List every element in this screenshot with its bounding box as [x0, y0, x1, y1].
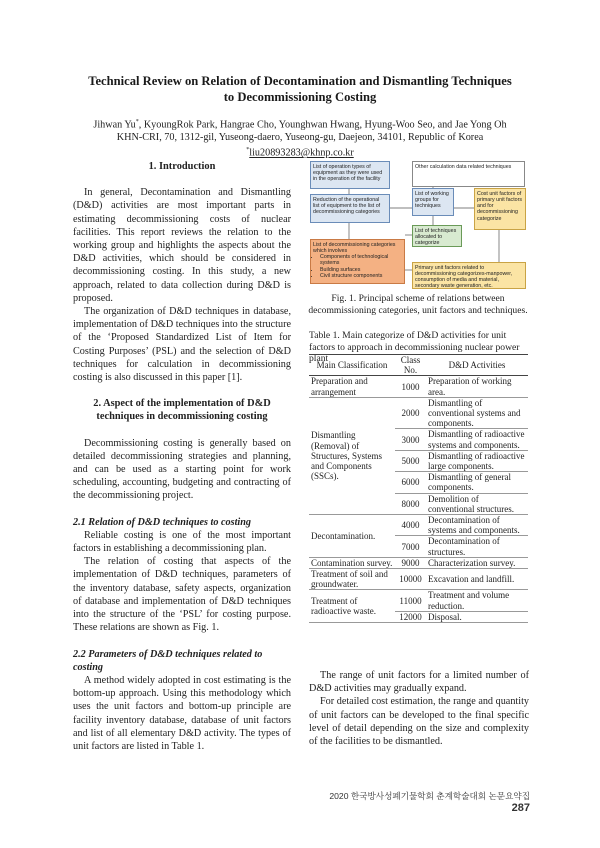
class-no-cell: 5000 — [395, 450, 426, 471]
figure-caption-line-2: decommissioning categories, unit factors and techniques. — [308, 304, 528, 316]
table-row — [309, 557, 528, 568]
activity-cell: Dismantling of radioactive systems and components. — [426, 429, 528, 450]
header-main-classification: Main Classification — [309, 355, 395, 376]
classification-cell: Treatment of radioactive waste. — [309, 590, 395, 623]
decom-box-title: List of decommissioning categories which involves — [313, 241, 396, 254]
aspect-heading-line-2: techniques in decommissioning costing — [96, 411, 268, 423]
email-line — [40, 144, 560, 160]
decom-box-list — [313, 254, 402, 279]
activity-cell: Dismantling of general components. — [426, 472, 528, 493]
right-paragraph-2: For detailed cost estimation, the range and quantity of unit factors can be developed to the final specific level of detail depending on the size and complexity of the facilities to be dismantled. — [309, 696, 529, 748]
table-row — [309, 569, 528, 590]
class-no-cell: 2000 — [395, 397, 426, 429]
page-footer — [310, 790, 530, 814]
intro-paragraph-2: The organization of D&D techniques in database, implementation of D&D techniques into the structure of the ‘Proposed Standardized List of Item for Costing Purposes’ (PSL) and the selection of D&D techniques for calculation in decommissioning costing is also discussed in this paper [1]. — [73, 306, 291, 384]
class-no-cell: 11000 — [395, 590, 426, 611]
activity-cell: Characterization survey. — [426, 557, 528, 568]
class-no-cell: 4000 — [395, 515, 426, 536]
table-row — [309, 397, 528, 429]
class-no-cell: 7000 — [395, 536, 426, 557]
box-cost-unit-factors: Cost unit factors of primary unit factors and for decommissioning categorize — [474, 188, 526, 230]
author-names — [40, 116, 560, 132]
aspect-paragraph-1: Decommissioning costing is generally based on detailed decommissioning strategies and planning, and can be used as a starting point for work scheduling, accounting, budgeting and contracting of the decommissioning project. — [73, 437, 291, 502]
first-author: Jihwan Yu — [93, 119, 136, 131]
classification-cell: Decontamination. — [309, 515, 395, 558]
table-1-caption: Table 1. Main categorize of D&D activities for unit factors to approach in decommissioning nuclear power plant — [309, 330, 520, 364]
subsection-2-1-heading: 2.1 Relation of D&D techniques to costing — [73, 516, 252, 528]
box-reduction-list: Reduction of the operational list of equipment to the list of decommissioning categories — [310, 194, 390, 223]
box-decommissioning-categories — [310, 239, 405, 284]
aspect-heading-line-1: 2. Aspect of the implementation of D&D — [93, 398, 271, 410]
activity-cell: Disposal. — [426, 611, 528, 622]
intro-heading: 1. Introduction — [148, 161, 216, 172]
class-no-cell: 9000 — [395, 557, 426, 568]
decom-item: • Components of technological systems — [320, 254, 402, 267]
author-block — [40, 116, 560, 160]
affiliation: KHN-CRI, 70, 1312-gil, Yuseong-daero, Yuseong-gu, Daejeon, 34101, Republic of Korea — [116, 131, 484, 143]
table-row — [309, 376, 528, 397]
header-dd-activities: D&D Activities — [426, 355, 528, 376]
left-column — [73, 160, 291, 753]
page-number: 287 — [511, 802, 530, 814]
box-allocated-techniques: List of techniques allocated to categorize — [412, 225, 462, 247]
activity-cell: Dismantling of conventional systems and components. — [426, 397, 528, 429]
classification-cell: Dismantling (Removal) of Structures, Systems and Components (SSCs). — [309, 397, 395, 514]
right-paragraph-1: The range of unit factors for a limited number of D&D activities may gradually expand. — [309, 670, 529, 695]
class-no-cell: 10000 — [395, 569, 426, 590]
table-1 — [309, 354, 528, 623]
activity-cell: Excavation and landfill. — [426, 569, 528, 590]
activity-cell: Treatment and volume reduction. — [426, 590, 528, 611]
header-class-no: Class No. — [395, 355, 426, 376]
coauthors: , KyoungRok Park, Hangrae Cho, Younghwan Hwang, Hyung-Woo Seo, and Jae Yong Oh — [138, 119, 507, 131]
decom-item: • Civil structure components — [320, 273, 402, 279]
activity-cell: Demolition of conventional structures. — [426, 493, 528, 514]
activity-cell: Dismantling of radioactive large components. — [426, 450, 528, 471]
class-no-cell: 3000 — [395, 429, 426, 450]
subsection-2-2-paragraph-1: A method widely adopted in cost estimating is the bottom-up approach. Using this methodology which uses the unit factors and bottom-up principle are facility inventory database, database of unit factors and list of all elementary D&D activity. The types of unit factors are listed in Table 1. — [73, 674, 291, 752]
box-working-groups: List of working groups for techniques — [412, 188, 454, 216]
title-line-2: to Decommissioning Costing — [223, 90, 377, 104]
subsection-2-1-paragraph-1: Reliable costing is one of the most important factors in establishing a decommissioning plan. — [73, 529, 291, 555]
classification-cell: Contamination survey. — [309, 557, 395, 568]
aspect-heading — [73, 397, 291, 423]
author-email-link[interactable]: liu20893283@khnp.co.kr — [249, 147, 354, 159]
class-no-cell: 12000 — [395, 611, 426, 622]
class-no-cell: 1000 — [395, 376, 426, 397]
box-primary-unit-factors: Primary unit factors related to decommissioning categorizes-manpower, consumption of media and material, secondary waste generation, etc. — [412, 262, 526, 289]
corresponding-mark: * — [135, 119, 139, 125]
class-no-cell: 8000 — [395, 493, 426, 514]
box-operation-types: List of operation types of equipment as they were used in the operation of the facility — [310, 161, 390, 189]
subsection-2-2-heading: 2.2 Parameters of D&D techniques related to costing — [73, 648, 263, 673]
class-no-cell: 6000 — [395, 472, 426, 493]
table-row — [309, 590, 528, 611]
intro-paragraph-1: In general, Decontamination and Dismantling (D&D) activities are most important parts in estimating decommissioning costs of nuclear facilities. This report reviews the relation to the working group and highlights the aspects about the D&D activities, which should be considered in decommissioning costing. In this study, a new approach, related to data collection during D&D is proposed. — [73, 187, 291, 304]
table-row — [309, 515, 528, 536]
activity-cell: Decontamination of systems and components. — [426, 515, 528, 536]
title-line-1: Technical Review on Relation of Decontamination and Dismantling Techniques — [88, 74, 512, 88]
paper-title — [40, 73, 560, 105]
figure-1-caption — [300, 293, 536, 316]
table-header-row — [309, 355, 528, 376]
figure-1-diagram — [309, 160, 529, 290]
box-other-calculation: Other calculation data related techniques — [412, 161, 525, 187]
right-column-text — [309, 669, 529, 748]
journal-name: 2020 한국방사성폐기물학회 춘계학술대회 논문요약집 — [329, 791, 530, 801]
subsection-2-1-paragraph-2: The relation of costing that aspects of the implementation of D&D techniques, parameters of the inventory database, safety aspects, organization of database and implementation of D&D techniques into the structure of the ‘PSL’ for costing purpose. These relations are shown as Fig. 1. — [73, 556, 291, 634]
activity-cell: Decontamination of structures. — [426, 536, 528, 557]
figure-caption-line-1: Fig. 1. Principal scheme of relations between — [331, 293, 505, 304]
classification-cell: Treatment of soil and groundwater. — [309, 569, 395, 590]
decom-item: • Building surfaces — [320, 267, 402, 273]
activity-cell: Preparation of working area. — [426, 376, 528, 397]
email-mark: * — [246, 147, 250, 154]
classification-cell: Preparation and arrangement — [309, 376, 395, 397]
